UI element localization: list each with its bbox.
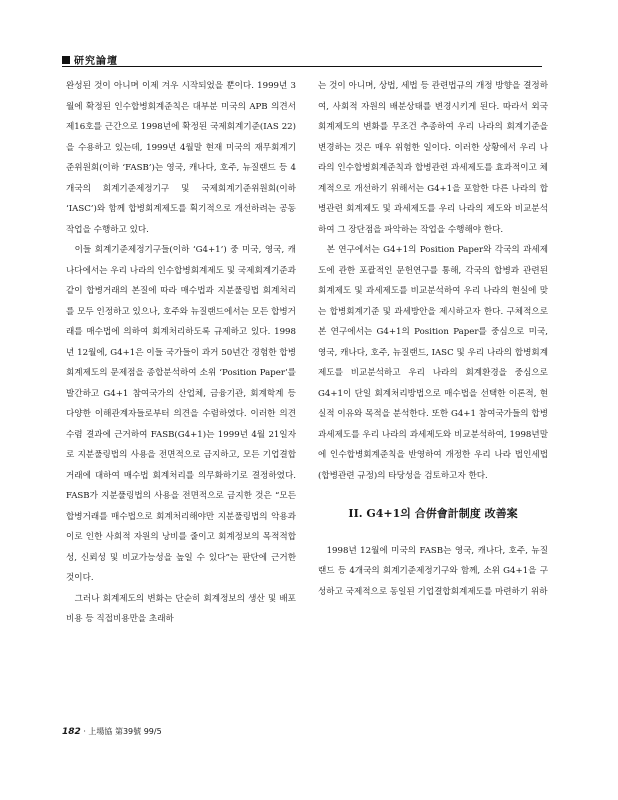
left-column <box>66 76 296 630</box>
header-square-icon <box>62 56 70 64</box>
paragraph: 본 연구에서는 G4+1의 Position Paper와 각국의 과세제도에 관한 포괄적인 문헌연구를 통해, 각국의 합병과 관련된 회계제도 및 과세제도를 비교분석하여 우리 나라의 현실에 맞는 합병회계기준 및 과세방안을 제시하고자 한다. 구체적으로 본 연구에서는 G4+1의 Position Paper를 중심으로 미국, 영국, 캐나다, 호주, 뉴질랜드, IASC 및 우리 나라의 합병회계제도를 비교분석하고 우리 나라의 회계환경을 중심으로 G4+1이 단일 회계처리방법으로 매수법을 선택한 이론적, 현실적 이유와 목적을 분석한다. 또한 G4+1 참여국가들의 합병과세제도를 우리 나라의 과세제도와 비교분석하여, 1998년말에 인수합병회계준칙을 반영하여 개정한 우리 나라 법인세법(합병관련 규정)의 타당성을 검토하고자 한다. <box>318 245 548 481</box>
paragraph: 완성된 것이 아니며 이제 겨우 시작되었을 뿐이다. 1999년 3월에 확정된 인수합병회계준칙은 대부분 미국의 APB 의견서 제16호를 근간으로 1998년에 확정된 국제회계기준(IAS 22)을 수용하고 있는데, 1999년 4월말 현재 미국의 재무회계기준위원회(이하 ‘FASB’)는 영국, 캐나다, 호주, 뉴질랜드 등 4개국의 회계기준제정기구 및 국제회계기준위원회(이하 ‘IASC’)와 함께 합병회계제도를 획기적으로 개선하려는 공동작업을 수행하고 있다. <box>66 81 296 235</box>
paragraph: 이들 회계기준제정기구들(이하 ‘G4+1’) 중 미국, 영국, 캐나다에서는 우리 나라의 인수합병회계제도 및 국제회계기준과 같이 합병거래의 본질에 따라 매수법과 지분풀링법 회계처리를 모두 인정하고 있으나, 호주와 뉴질랜드에서는 모든 합병거래를 매수법에 의하여 회계처리하도록 규제하고 있다. 1998년 12월에, G4+1은 이들 국가들이 과거 50년간 경험한 합병회계제도의 문제점을 종합분석하여 소위 ‘Position Paper’를 발간하고 G4+1 참여국가의 산업체, 금융기관, 회계학계 등 다양한 이해관계자들로부터 의견을 수렴하였다. 이러한 의견수렴 결과에 근거하여 FASB(G4+1)는 1999년 4월 21일자로 지분풀링법의 사용을 전면적으로 금지하고, 모든 기업결합거래에 대하여 매수법 회계처리를 의무화하기로 결정하였다. FASB가 지분풀링법의 사용을 전면적으로 금지한 것은 “모든 합병거래를 매수법으로 회계처리해야만 지분풀링법의 악용과 이로 인한 사회적 자원의 낭비를 줄이고 회계정보의 목적적합성, 신뢰성 및 비교가능성을 높일 수 있다”는 판단에 근거한 것이다. <box>66 245 296 583</box>
paragraph: 1998년 12월에 미국의 FASB는 영국, 캐나다, 호주, 뉴질랜드 등 4개국의 회계기준제정기구와 함께, 소위 G4+1을 구성하고 국제적으로 동일된 기업결합회계제도를 마련하기 위하 <box>318 545 548 597</box>
paragraph: 그러나 회계제도의 변화는 단순히 회계정보의 생산 및 배포비용 등 직접비용만을 초래하 <box>66 593 296 624</box>
section-heading: II. G4+1의 合倂會計制度 改善案 <box>348 507 518 520</box>
header <box>62 52 118 67</box>
page-number: 182 <box>62 727 81 737</box>
journal-info: · 上場協 第39號 99/5 <box>83 727 162 736</box>
right-column <box>318 76 548 602</box>
header-rule <box>62 66 542 67</box>
header-title: 研究論壇 <box>74 56 118 67</box>
footer <box>62 726 542 737</box>
paragraph: 는 것이 아니며, 상법, 세법 등 관련법규의 개정 방향을 결정하여, 사회적 자원의 배분상태를 변경시키게 된다. 따라서 외국 회계제도의 변화를 무조건 추종하여 우리 나라의 회계기준을 변경하는 것은 매우 위험한 일이다. 이러한 상황에서 우리 나라의 인수합병회계준칙과 합병관련 과세제도를 효과적이고 체계적으로 개선하기 위해서는 G4+1을 포함한 다른 나라의 합병관련 회계제도 및 과세제도를 우리 나라의 제도와 비교분석하여 그 장단점을 파악하는 작업을 수행해야 한다. <box>318 81 548 235</box>
